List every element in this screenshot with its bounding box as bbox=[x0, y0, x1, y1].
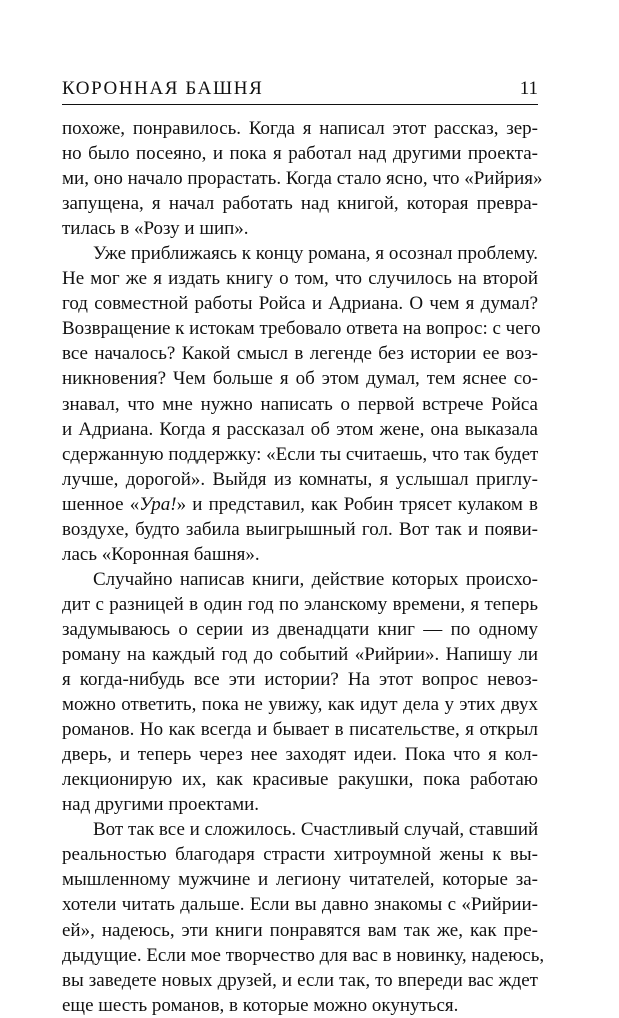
text-line: но было посеяно, и пока я работал над другими проекта- bbox=[62, 143, 538, 165]
text-line: я когда-нибудь все эти истории? На этот вопрос невоз- bbox=[62, 669, 538, 691]
text-line: ми, оно начало прорастать. Когда стало ясно, что «Рийрия» bbox=[62, 168, 543, 190]
text-line: сдержанную поддержку: «Если ты считаешь, что так будет bbox=[62, 443, 539, 465]
page-number: 11 bbox=[519, 78, 538, 99]
text-line: роману на каждый год до событий «Рийрии». Напишу ли bbox=[62, 643, 538, 665]
text-line: над другими проектами. bbox=[62, 794, 260, 816]
text-line: знавал, что мне нужно написать о первой встрече Ройса bbox=[62, 393, 538, 415]
text-line: все началось? Какой смысл в легенде без истории ее воз- bbox=[62, 343, 538, 365]
paragraph bbox=[62, 116, 543, 241]
text-line: задумываюсь о серии из двенадцати книг — по одному bbox=[62, 618, 538, 640]
text-line: еще шесть романов, в которые можно окунуться. bbox=[62, 994, 459, 1016]
text-line: лась «Коронная башня». bbox=[62, 543, 260, 565]
text-line: дит с разницей в один год по эланскому времени, я теперь bbox=[62, 593, 538, 615]
text-line: и Адриана. Когда я рассказал об этом жене, она выказала bbox=[62, 418, 538, 440]
running-title: КОРОННАЯ БАШНЯ bbox=[62, 78, 264, 99]
text-line bbox=[62, 492, 538, 517]
text-line: дверь, и теперь через нее заходят идеи. Пока что я кол- bbox=[62, 744, 538, 766]
text-line: лучше, дорогой». Выйдя из комнаты, я услышал приглу- bbox=[62, 468, 538, 490]
body-text bbox=[62, 116, 545, 1018]
text-line: Уже приближаясь к концу романа, я осознал проблему. bbox=[93, 243, 538, 265]
text-line: вы заведете новых друзей, и если так, то впереди вас ждет bbox=[62, 969, 538, 991]
text-line: тилась в «Розу и шип». bbox=[62, 218, 249, 240]
text-line: лекционирую их, как красивые ракушки, пока работаю bbox=[62, 769, 538, 791]
text-line: романов. Но как всегда и бывает в писательстве, я открыл bbox=[62, 719, 538, 741]
paragraph bbox=[62, 241, 541, 567]
header-rule bbox=[62, 104, 538, 105]
running-head bbox=[62, 77, 538, 107]
text-line: мышленному мужчине и легиону читателей, которые за- bbox=[62, 869, 538, 891]
text-line: запущена, я начал работать над книгой, которая превра- bbox=[62, 193, 538, 215]
text-line: похоже, понравилось. Когда я написал этот рассказ, зер- bbox=[62, 118, 538, 139]
text-segment: шенное « bbox=[62, 493, 140, 515]
text-line: реальностью благодаря страсти хитроумной жены к вы- bbox=[62, 844, 538, 866]
paragraph bbox=[62, 817, 545, 1017]
text-line: Вот так все и сложилось. Счастливый случай, ставший bbox=[93, 819, 539, 841]
text-line: хотели читать дальше. Если вы давно знакомы с «Рийрии- bbox=[62, 894, 538, 916]
text-line: год совместной работы Ройса и Адриана. О чем я думал? bbox=[62, 293, 538, 315]
text-line: дыдущие. Если мое творчество для вас в новинку, надеюсь, bbox=[62, 944, 545, 966]
text-line: никновения? Чем больше я об этом думал, тем яснее со- bbox=[62, 368, 538, 390]
text-line: Не мог же я издать книгу о том, что случилось на второй bbox=[62, 268, 538, 290]
text-line: воздухе, будто забила выигрышный гол. Вот так и появи- bbox=[62, 518, 538, 540]
italic-text: Ура! bbox=[139, 493, 177, 515]
text-segment: » и представил, как Робин трясет кулаком в bbox=[176, 493, 538, 515]
paragraph bbox=[62, 567, 538, 817]
text-line: Случайно написав книги, действие которых происхо- bbox=[93, 568, 538, 590]
text-line: можно ответить, пока не увижу, как идут дела у этих двух bbox=[62, 694, 538, 716]
text-line: ей», надеюсь, эти книги понравятся вам так же, как пре- bbox=[62, 919, 538, 941]
text-line: Возвращение к истокам требовало ответа на вопрос: с чего bbox=[62, 318, 541, 340]
